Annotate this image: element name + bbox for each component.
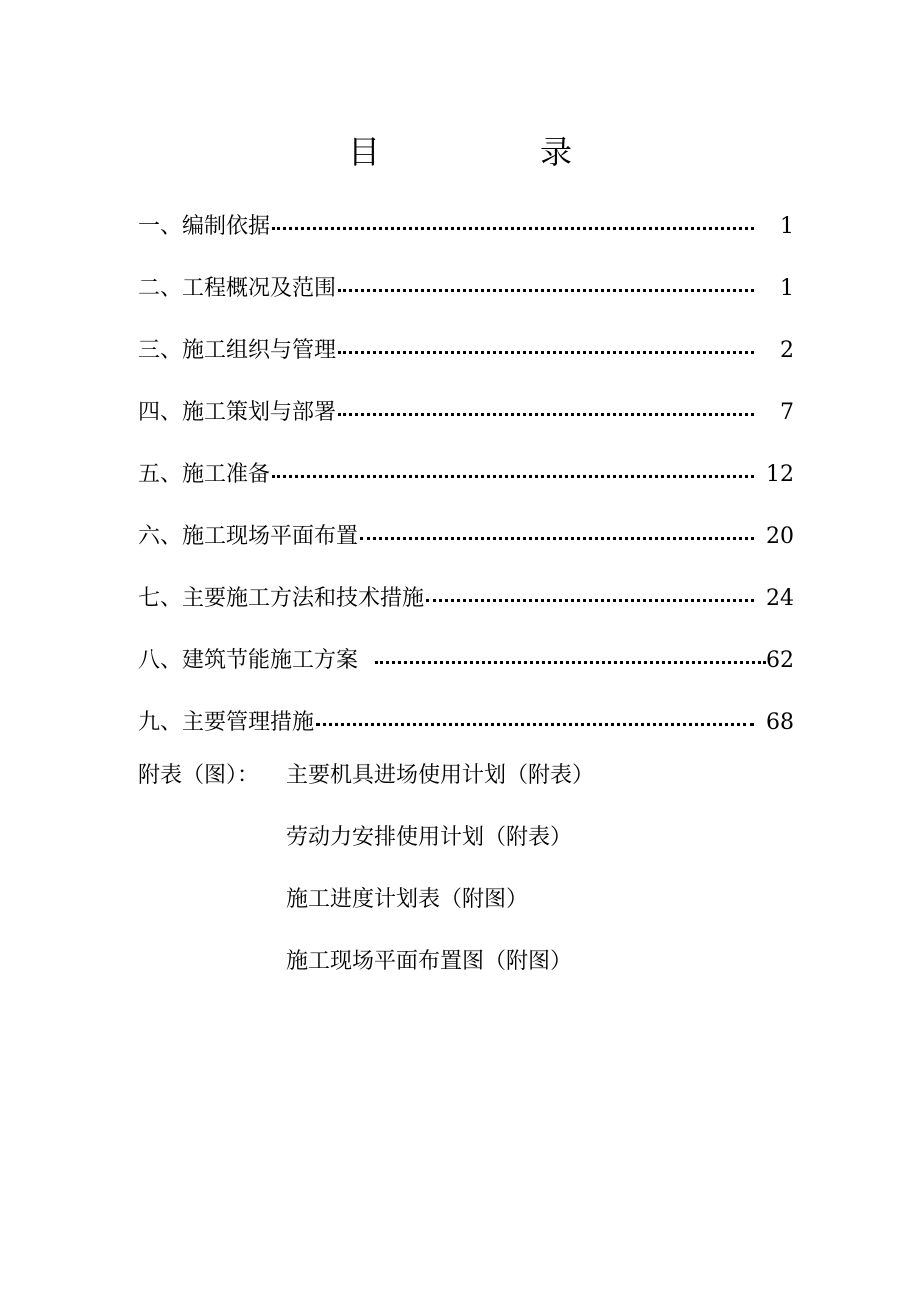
toc-entry-page: 1: [780, 214, 794, 239]
appendix-item[interactable]: 劳动力安排使用计划（附表）: [286, 824, 573, 850]
toc-dot-leader: [375, 661, 766, 664]
toc-entry-label: 二、工程概况及范围: [138, 276, 337, 301]
toc-entry-label: 九、主要管理措施: [138, 710, 315, 735]
toc-entry-page: 12: [766, 462, 794, 487]
appendix-row: [138, 928, 838, 990]
toc-entry[interactable]: [138, 630, 794, 692]
page-title: 目 录: [347, 133, 636, 171]
toc-entry-page: 68: [766, 710, 794, 735]
toc-dot-leader: [338, 351, 754, 354]
toc-entry-page: 24: [766, 586, 794, 611]
toc-entry-page: 2: [780, 338, 794, 363]
toc-entry-page: 1: [780, 276, 794, 301]
toc-entry-label: 三、施工组织与管理: [138, 338, 337, 363]
toc-entry-page: 7: [780, 400, 794, 425]
toc-dot-leader: [338, 289, 754, 292]
appendix-list: [138, 742, 838, 990]
toc-entry-label: 七、主要施工方法和技术措施: [138, 586, 425, 611]
toc-dot-leader: [360, 537, 754, 540]
toc-dot-leader: [272, 475, 754, 478]
appendix-item[interactable]: 施工现场平面布置图（附图）: [286, 948, 573, 974]
toc-entry[interactable]: [138, 196, 794, 258]
toc-entry[interactable]: [138, 506, 794, 568]
toc-dot-leader: [316, 723, 754, 726]
toc-entry-page: 20: [766, 524, 794, 549]
toc-entry[interactable]: [138, 568, 794, 630]
toc-entry[interactable]: [138, 258, 794, 320]
toc-entry-label: 八、建筑节能施工方案: [138, 648, 365, 673]
toc-entry-label: 四、施工策划与部署: [138, 400, 337, 425]
appendix-label: 附表（图）：: [138, 762, 260, 788]
toc-dot-leader: [338, 413, 754, 416]
toc-entry[interactable]: [138, 382, 794, 444]
toc-dot-leader: [272, 227, 754, 230]
toc-entry-page: 62: [766, 648, 794, 673]
appendix-item[interactable]: 施工进度计划表（附图）: [286, 886, 529, 912]
table-of-contents: [138, 196, 794, 754]
toc-entry-label: 五、施工准备: [138, 462, 271, 487]
toc-entry[interactable]: [138, 320, 794, 382]
toc-entry[interactable]: [138, 444, 794, 506]
toc-entry-label: 六、施工现场平面布置: [138, 524, 359, 549]
appendix-row: [138, 804, 838, 866]
appendix-row: [138, 866, 838, 928]
appendix-row: [138, 742, 838, 804]
appendix-item[interactable]: 主要机具进场使用计划（附表）: [286, 762, 595, 788]
toc-dot-leader: [426, 599, 754, 602]
toc-entry-label: 一、编制依据: [138, 214, 271, 239]
